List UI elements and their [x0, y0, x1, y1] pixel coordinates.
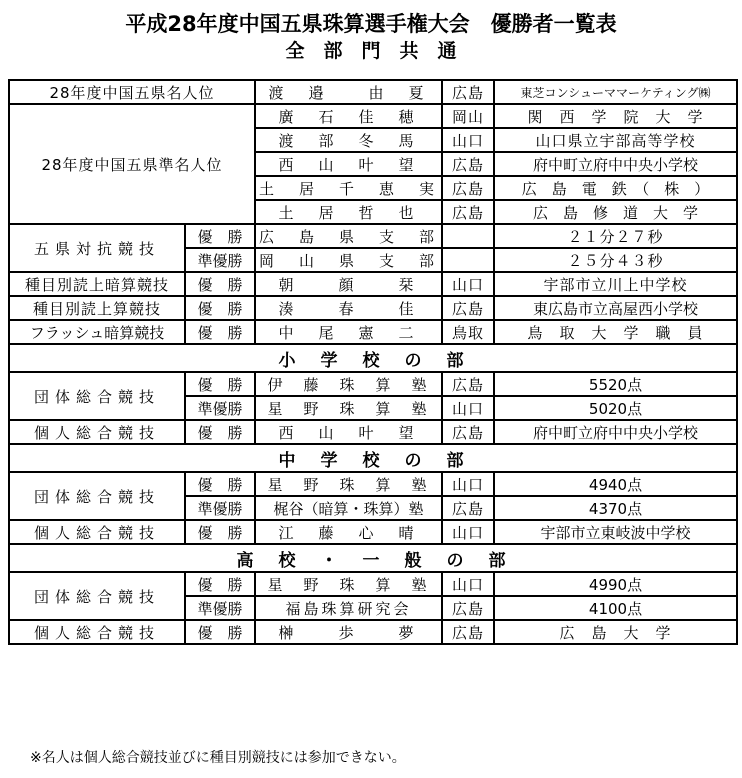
winner-pref: 山口 — [442, 520, 494, 544]
section-row — [9, 344, 737, 372]
results-table — [8, 79, 738, 645]
jun-meijin-label: 28年度中国五県準名人位 — [9, 104, 255, 224]
rank-label: 準優勝 — [185, 596, 255, 620]
team-name: 星 野 珠 算 塾 — [255, 472, 442, 496]
winner-affiliation: 宇部市立川上中学校 — [494, 272, 737, 296]
table-row — [9, 80, 737, 104]
winner-affiliation: 宇部市立東岐波中学校 — [494, 520, 737, 544]
rank-label: 優 勝 — [185, 272, 255, 296]
rank-label: 優 勝 — [185, 572, 255, 596]
rank-label: 優 勝 — [185, 224, 255, 248]
team-event-label: 団体総合競技 — [9, 572, 185, 620]
winner-name: 中 尾 憲 二 — [255, 320, 442, 344]
winner-name: 朝 顔 栞 — [255, 272, 442, 296]
goken-result: ２５分４３秒 — [494, 248, 737, 272]
team-score: 5020点 — [494, 396, 737, 420]
rank-label: 優 勝 — [185, 472, 255, 496]
table-row — [9, 224, 737, 248]
table-row — [9, 472, 737, 496]
jun-affiliation: 広 島 修 道 大 学 — [494, 200, 737, 224]
table-row — [9, 372, 737, 396]
table-row — [9, 420, 737, 444]
winner-name: 江 藤 心 晴 — [255, 520, 442, 544]
jun-affiliation: 関 西 学 院 大 学 — [494, 104, 737, 128]
section-row — [9, 444, 737, 472]
winner-affiliation: 府中町立府中中央小学校 — [494, 420, 737, 444]
meijin-pref: 広島 — [442, 80, 494, 104]
rank-label: 準優勝 — [185, 248, 255, 272]
individual-event-label: 個人総合競技 — [9, 620, 185, 644]
winner-name: 西 山 叶 望 — [255, 420, 442, 444]
team-pref: 広島 — [442, 596, 494, 620]
team-name: 福島珠算研究会 — [255, 596, 442, 620]
event-label: 種目別読上算競技 — [9, 296, 185, 320]
winner-pref: 広島 — [442, 420, 494, 444]
team-pref: 広島 — [442, 372, 494, 396]
rank-label: 準優勝 — [185, 396, 255, 420]
section-header-junior-high: 中 学 校 の 部 — [9, 444, 737, 472]
winner-pref: 山口 — [442, 272, 494, 296]
team-score: 4940点 — [494, 472, 737, 496]
jun-affiliation: 広 島 電 鉄 （ 株 ） — [494, 176, 737, 200]
jun-pref: 岡山 — [442, 104, 494, 128]
team-name: 梶谷（暗算・珠算）塾 — [255, 496, 442, 520]
jun-pref: 広島 — [442, 152, 494, 176]
goken-result: ２１分２７秒 — [494, 224, 737, 248]
jun-name: 廣 石 佳 穂 — [255, 104, 442, 128]
jun-name: 渡 部 冬 馬 — [255, 128, 442, 152]
team-name: 岡 山 県 支 部 — [255, 248, 442, 272]
rank-label: 優 勝 — [185, 420, 255, 444]
section-row — [9, 544, 737, 572]
rank-label: 優 勝 — [185, 620, 255, 644]
team-score: 4370点 — [494, 496, 737, 520]
team-event-label: 団体総合競技 — [9, 472, 185, 520]
jun-affiliation: 山口県立宇部高等学校 — [494, 128, 737, 152]
table-row — [9, 104, 737, 128]
team-name: 星 野 珠 算 塾 — [255, 396, 442, 420]
winner-pref: 広島 — [442, 620, 494, 644]
table-row — [9, 320, 737, 344]
section-header-elementary: 小 学 校 の 部 — [9, 344, 737, 372]
team-score: 5520点 — [494, 372, 737, 396]
page-title: 平成28年度中国五県珠算選手権大会 優勝者一覧表 — [125, 12, 617, 36]
table-row — [9, 620, 737, 644]
team-name: 星 野 珠 算 塾 — [255, 572, 442, 596]
event-label: 種目別読上暗算競技 — [9, 272, 185, 296]
team-pref — [442, 224, 494, 248]
meijin-name: 渡 邉 由 夏 — [255, 80, 442, 104]
rank-label: 優 勝 — [185, 320, 255, 344]
team-event-label: 団体総合競技 — [9, 372, 185, 420]
page-subtitle: 全 部 門 共 通 — [285, 40, 457, 62]
footnote: ※名人は個人総合競技並びに種目別競技には参加できない。 — [30, 750, 406, 766]
jun-name: 土 居 哲 也 — [255, 200, 442, 224]
winner-affiliation: 広 島 大 学 — [494, 620, 737, 644]
table-row — [9, 520, 737, 544]
rank-label: 準優勝 — [185, 496, 255, 520]
team-pref: 山口 — [442, 472, 494, 496]
rank-label: 優 勝 — [185, 296, 255, 320]
meijin-label: 28年度中国五県名人位 — [9, 80, 255, 104]
jun-name: 西 山 叶 望 — [255, 152, 442, 176]
table-row — [9, 272, 737, 296]
jun-affiliation: 府中町立府中中央小学校 — [494, 152, 737, 176]
individual-event-label: 個人総合競技 — [9, 520, 185, 544]
team-name: 伊 藤 珠 算 塾 — [255, 372, 442, 396]
team-pref: 広島 — [442, 496, 494, 520]
jun-pref: 山口 — [442, 128, 494, 152]
section-header-high-general: 高 校 ・ 一 般 の 部 — [9, 544, 737, 572]
jun-name: 土 居 千 恵 実 — [255, 176, 442, 200]
winner-affiliation: 鳥 取 大 学 職 員 — [494, 320, 737, 344]
jun-pref: 広島 — [442, 176, 494, 200]
event-label: フラッシュ暗算競技 — [9, 320, 185, 344]
jun-pref: 広島 — [442, 200, 494, 224]
rank-label: 優 勝 — [185, 520, 255, 544]
team-name: 広 島 県 支 部 — [255, 224, 442, 248]
winner-name: 榊 歩 夢 — [255, 620, 442, 644]
team-score: 4100点 — [494, 596, 737, 620]
individual-event-label: 個人総合競技 — [9, 420, 185, 444]
winner-pref: 鳥取 — [442, 320, 494, 344]
table-row — [9, 572, 737, 596]
rank-label: 優 勝 — [185, 372, 255, 396]
table-row — [9, 296, 737, 320]
team-pref: 山口 — [442, 396, 494, 420]
team-pref — [442, 248, 494, 272]
winner-name: 湊 春 佳 — [255, 296, 442, 320]
team-pref: 山口 — [442, 572, 494, 596]
meijin-affiliation: 東芝コンシューママーケティング㈱ — [494, 80, 737, 104]
goken-label: 五県対抗競技 — [9, 224, 185, 272]
winner-affiliation: 東広島市立高屋西小学校 — [494, 296, 737, 320]
winner-pref: 広島 — [442, 296, 494, 320]
team-score: 4990点 — [494, 572, 737, 596]
